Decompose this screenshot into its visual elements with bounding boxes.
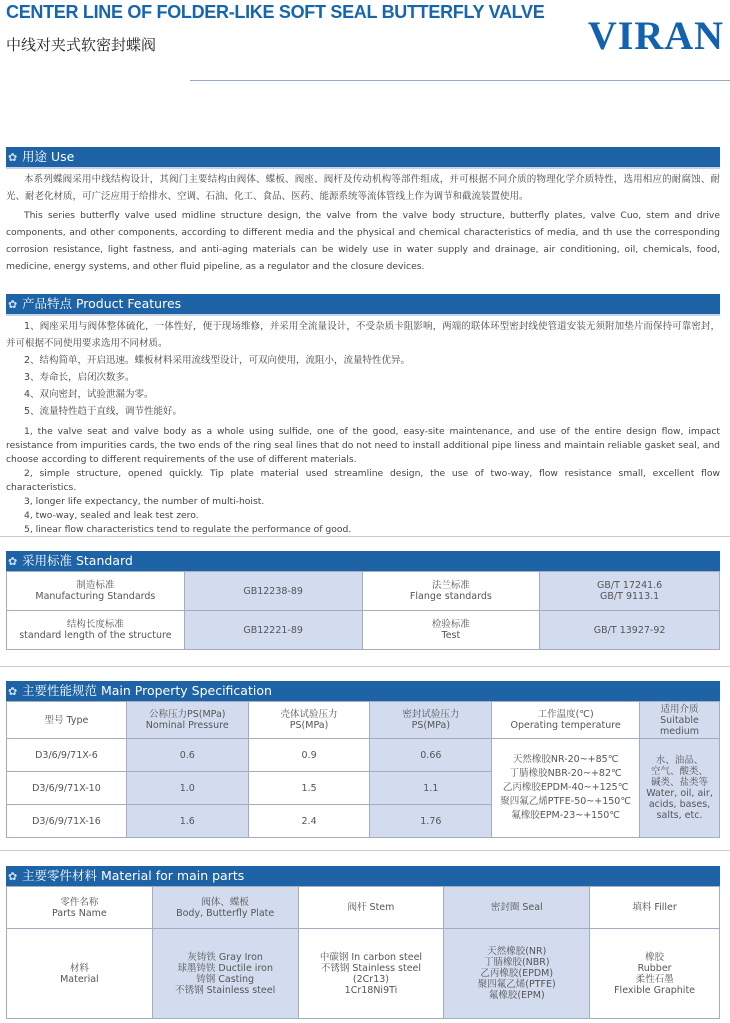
features-text (6, 318, 720, 537)
section-title-features: 产品特点 Product Features (22, 296, 182, 311)
table-row: 制造标准 Manufacturing Standards GB12238-89 法兰标准 Flange standards GB/T 17241.6 GB/T 9113.1 (7, 572, 720, 611)
spec-table (6, 701, 720, 838)
section-title-standard: 采用标准 Standard (22, 553, 133, 568)
feature-en-2: 2, simple structure, opened quickly. Tip plate material used streamline design, the use of two-way, flow resistance small, excellent flow characteristics. (6, 468, 720, 493)
feature-cn-3: 3、寿命长，启闭次数多。 (24, 372, 135, 383)
table-row: D3/6/9/71X-10 1.0 1.5 1.1 (7, 772, 720, 805)
section-bar-materials (6, 866, 720, 886)
section-bar-spec (6, 681, 720, 701)
section-title-spec: 主要性能规范 Main Property Specification (22, 683, 272, 698)
section-title-materials: 主要零件材料 Material for main parts (22, 868, 245, 883)
medium-list: 水、油品、 空气、酸类、 碱类、盐类等 Water, oil, air, acids, bases, salts, etc. (640, 739, 720, 838)
table-row: 结构长度标准 standard length of the structure GB12221-89 检验标准 Test GB/T 13927-92 (7, 611, 720, 650)
table-header-row: 零件名称 Parts Name 阀体、蝶板 Body, Butterfly Plate 阀杆 Stem 密封圈 Seal 填料 Filler (7, 887, 720, 929)
usage-text-cn: 本系列蝶阀采用中线结构设计，其阀门主要结构由阀体、蝶板、阀座、阀杆及传动机构等部件组成，并可根据不同介质的物理化学介质特性，选用相应的耐腐蚀、耐光、耐老化材质，可广泛应用于给排水、空调、石油、化工、食品、医药、能源系统等流体管线上作为调节和截流装置使用。 (6, 174, 720, 202)
brand-logo: VIRAN (587, 13, 724, 58)
feature-cn-1: 1、阀座采用与阀体整体硫化，一体性好，便于现场维修，并采用全流量设计，不受杂质卡阻影响，两端的联体环型密封线使管道安装无须附加垫片而保持可靠密封，并可根据不同使用要求选用不同材质。 (6, 321, 720, 349)
gear-icon: ✿ (8, 870, 18, 883)
gear-icon: ✿ (8, 298, 18, 311)
page-title-cn: 中线对夹式软密封蝶阀 (6, 36, 157, 54)
gear-icon: ✿ (8, 151, 18, 164)
table-row: D3/6/9/71X-6 0.6 0.9 0.66 天然橡胶NR-20~+85℃ 丁腈橡胶NBR-20~+82℃ 乙丙橡胶EPDM-40~+125℃ 聚四氟乙烯PTFE-50~+150℃ 氟橡胶EPM-23~+150℃ 水、油品、 空气、酸类、 碱类、盐类等 Water, oil, air, acids, bases, salts, etc. (7, 739, 720, 772)
standard-table (6, 571, 720, 650)
feature-cn-2: 2、结构简单，开启迅速。蝶板材料采用流线型设计，可双向使用，流阻小，流量特性优异。 (24, 355, 411, 366)
header-divider (190, 80, 730, 81)
feature-en-1: 1, the valve seat and valve body as a whole using sulfide, one of the good, easy-site maintenance, and use of the entire design flow, impact resistance from impurities cards, the two ends of the ring seal lines that do not need to install additional pipe liness and maintain reliable gasket seal, and choose according to different requirements of the use of different materials. (6, 426, 720, 465)
gear-icon: ✿ (8, 685, 18, 698)
temperature-list: 天然橡胶NR-20~+85℃ 丁腈橡胶NBR-20~+82℃ 乙丙橡胶EPDM-40~+125℃ 聚四氟乙烯PTFE-50~+150℃ 氟橡胶EPM-23~+150℃ (492, 739, 640, 838)
feature-en-4: 4, two-way, sealed and leak test zero. (24, 510, 199, 521)
page-title-en: CENTER LINE OF FOLDER-LIKE SOFT SEAL BUTTERFLY VALVE (6, 2, 545, 22)
section-bar-standard (6, 551, 720, 571)
feature-en-3: 3, longer life expectancy, the number of multi-hoist. (24, 496, 265, 507)
feature-cn-4: 4、双向密封，试验泄漏为零。 (24, 389, 154, 400)
usage-text-en: This series butterfly valve used midline structure design, the valve from the valve body structure, butterfly plates, valve Cuo, stem and drive components, and other components, according to different media and the physical and chemical characteristics of media, and th use the corresponding corrosion resistance, light fastness, and anti-aging materials can be widely use in water supply and drainage, air conditioning, oil, chemicals, food, medicine, energy systems, and other fluid pipeline, as a regulator and the closure devices. (6, 210, 720, 272)
table-header-row: 型号 Type 公称压力PS(MPa) Nominal Pressure 壳体试验压力 PS(MPa) 密封试验压力 PS(MPa) 工作温度(℃) Operating temperature 适用介质 Suitable medium (7, 702, 720, 739)
materials-table (6, 886, 720, 1019)
feature-cn-5: 5、流量特性趋于直线，调节性能好。 (24, 406, 183, 417)
table-row: D3/6/9/71X-16 1.6 2.4 1.76 (7, 805, 720, 838)
section-bar-usage (6, 147, 720, 167)
feature-en-5: 5, linear flow characteristics tend to regulate the performance of good. (24, 524, 352, 535)
usage-text (6, 171, 720, 275)
section-title-usage: 用途 Use (22, 149, 75, 164)
section-bar-features (6, 294, 720, 314)
gear-icon: ✿ (8, 555, 18, 568)
table-row: 材料 Material 灰铸铁 Gray Iron 球墨铸铁 Ductile iron 铸钢 Casting 不锈钢 Stainless steel 中碳钢 In carbon steel 不锈钢 Stainless steel (2Cr13) 1Cr18Ni9Ti 天然橡胶(NR) 丁腈橡胶(NBR) 乙丙橡胶(EPDM) 聚四氟乙烯(PTFE) 氟橡胶(EPM) 橡胶 Rubber 柔性石墨 Flexible Graphite (7, 929, 720, 1019)
